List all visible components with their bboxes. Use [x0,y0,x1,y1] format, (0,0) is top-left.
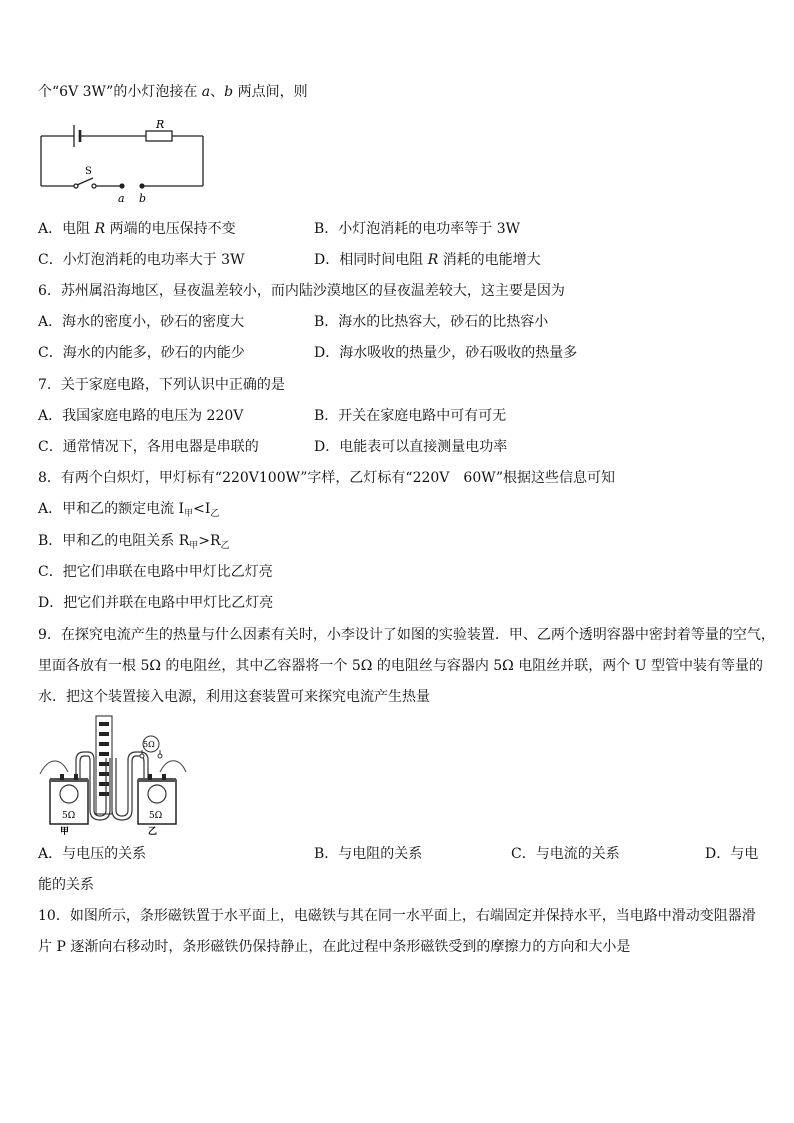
resistor-R [146,131,172,141]
q6-option-d[interactable]: D．海水吸收的热量少，砂石吸收的热量多 [314,345,578,361]
label-yi: 乙 [148,827,158,837]
q5-option-d[interactable] [314,251,541,269]
q7-option-b[interactable]: B．开关在家庭电路中可有可无 [314,408,507,424]
q8-option-a-sub1: 甲 [184,509,194,519]
q8-option-b-sub1: 甲 [189,541,199,551]
q8-option-a-text: A．甲和乙的额定电流 I [38,501,185,517]
q9-option-a[interactable]: A．与电压的关系 [38,846,147,862]
q5-stem [38,83,308,101]
q6-option-b[interactable]: B．海水的比热容大，砂石的比热容小 [314,314,549,330]
q6-stem: 6．苏州属沿海地区，昼夜温差较小，而内陆沙漠地区的昼夜温差较大，这主要是因为 [38,283,565,299]
q6-option-c[interactable]: C．海水的内能多，砂石的内能少 [38,345,245,361]
q5-stem-sep: 、 [210,84,225,100]
q9-stem-line2: 里面各放有一根 5Ω 的电阻丝，其中乙容器将一个 5Ω 的电阻丝与容器内 5Ω 电阻丝并联，两个 U 型管中装有等量的 [38,658,763,674]
q7-option-c[interactable]: C．通常情况下，各用电器是串联的 [38,439,259,455]
q6-option-a[interactable]: A．海水的密度小，砂石的密度大 [38,314,245,330]
q5-option-c[interactable]: C．小灯泡消耗的电功率大于 3W [38,252,245,268]
q5-option-d-tail: 消耗的电能增大 [442,252,541,268]
q5-option-a-tail: 两端的电压保持不变 [109,221,236,237]
q5-option-a-text: A．电阻 [38,221,91,237]
q8-option-a[interactable] [38,500,219,523]
switch-blade [77,178,93,185]
q9-stem-line1: 9．在探究电流产生的热量与什么因素有关时，小李设计了如图的实验装置．甲、乙两个透明容器中密封着等量的空气， [38,627,775,643]
q9-option-d[interactable]: D．与电 [705,846,759,862]
q5-option-d-var: R [427,252,439,268]
label-S: S [85,166,92,177]
label-R: R [156,118,165,131]
q5-option-b[interactable]: B．小灯泡消耗的电功率等于 3W [314,221,521,237]
q8-option-b-text: B．甲和乙的电阻关系 R [38,533,190,549]
q9-option-b[interactable]: B．与电阻的关系 [314,846,423,862]
q9-apparatus-diagram [38,712,188,838]
q8-option-c[interactable]: C．把它们串联在电路中甲灯比乙灯亮 [38,564,273,580]
terminal-b [139,183,144,188]
terminal-a [119,183,124,188]
q10-stem-line1: 10．如图所示，条形磁铁置于水平面上，电磁铁与其在同一水平面上，右端固定并保持水平，当电路中滑动变阻器滑 [38,908,756,924]
label-jia: 甲 [60,827,70,837]
label-res-top: 5Ω [143,740,155,749]
q5-option-d-text: D．相同时间电阻 [314,252,424,268]
q9-stem-line3: 水．把这个装置接入电源，利用这套装置可来探究电流产生热量 [38,689,430,705]
q5-var-b: b [224,84,234,100]
q8-option-a-sub2: 乙 [210,509,220,519]
q8-option-b-mid: >R [198,533,221,549]
q8-option-b-sub2: 乙 [220,541,230,551]
q9-option-d-continued: 能的关系 [38,877,94,893]
q7-option-d[interactable]: D．电能表可以直接测量电功率 [314,439,508,455]
q5-var-a: a [201,84,211,100]
label-res-left: 5Ω [62,811,76,821]
q8-stem: 8．有两个白炽灯，甲灯标有“220V100W”字样，乙灯标有“220V 60W”根据这些信息可知 [38,470,616,486]
label-b: b [139,192,147,205]
q5-stem-tail: 两点间，则 [237,84,308,100]
switch-contact [92,184,96,188]
q8-option-b[interactable] [38,532,230,555]
q5-option-a-var: R [94,221,106,237]
label-a: a [118,192,125,205]
q10-stem-line2: 片 P 逐渐向右移动时，条形磁铁仍保持静止，在此过程中条形磁铁受到的摩擦力的方向和大小是 [38,939,631,955]
q8-option-a-mid: <I [193,501,211,517]
q5-stem-text: 个“6V 3W”的小灯泡接在 [38,84,198,100]
q8-option-d[interactable]: D．把它们并联在电路中甲灯比乙灯亮 [38,595,274,611]
q7-stem: 7．关于家庭电路，下列认识中正确的是 [38,377,285,393]
q5-option-a[interactable] [38,220,236,238]
q7-option-a[interactable]: A．我国家庭电路的电压为 220V [38,408,244,424]
label-res-right: 5Ω [149,811,163,821]
q9-option-c[interactable]: C．与电流的关系 [511,846,620,862]
q5-circuit-diagram [36,116,211,208]
